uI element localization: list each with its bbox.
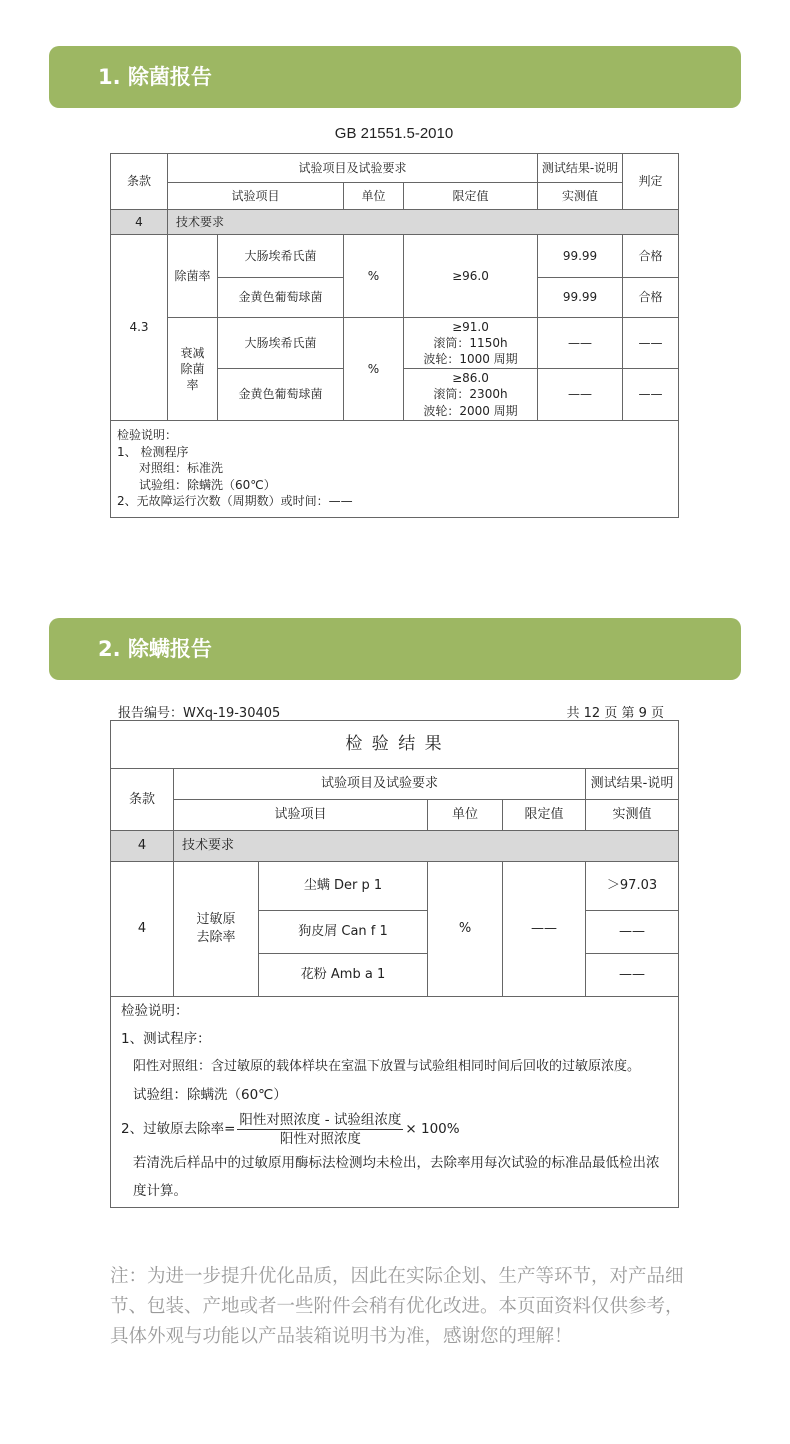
formula-denominator: 阳性对照浓度: [279, 1130, 361, 1147]
note-line: 2、无故障运行次数（周期数）或时间：——: [117, 494, 353, 508]
formula-label: 2、过敏原去除率=: [121, 1121, 236, 1137]
measured-cell: 99.99: [538, 278, 623, 318]
formula-multiplier: × 100%: [405, 1121, 460, 1137]
header-clause: 条款: [111, 769, 174, 831]
limit-cell: [404, 318, 538, 369]
category-cell: 过敏原去除率: [174, 862, 259, 997]
item-cell: 尘螨 Der p 1: [259, 862, 428, 911]
header-item: 试验项目: [174, 800, 428, 831]
verdict-cell: 合格: [623, 235, 679, 278]
note-line: 试验组：除螨洗（60℃）: [139, 477, 276, 492]
clause-cell: 4.3: [111, 235, 168, 421]
page-info: 共 12 页 第 9 页: [566, 706, 664, 721]
header-result-group: 测试结果-说明: [586, 769, 679, 800]
formula-line: [121, 1109, 668, 1149]
note-remark: 若清洗后样品中的过敏原用酶标法检测均未检出，去除率用每次试验的标准品最低检出浓度计算。: [133, 1155, 660, 1199]
inspection-notes: [111, 421, 679, 518]
header-limit: 限定值: [503, 800, 586, 831]
header-verdict: 判定: [623, 154, 679, 210]
formula-numerator: 阳性对照浓度 - 试验组浓度: [239, 1111, 402, 1128]
header-group: 试验项目及试验要求: [168, 154, 538, 183]
verdict-cell: ——: [623, 318, 679, 369]
standard-caption: GB 21551.5-2010: [334, 125, 454, 142]
note-line: 1、测试程序：: [121, 1031, 211, 1047]
table-title: 检 验 结 果: [111, 721, 679, 769]
item-cell: 金黄色葡萄球菌: [218, 369, 344, 421]
unit-cell: %: [428, 862, 503, 997]
section-banner-mite-removal: 2. 除螨报告: [49, 618, 741, 680]
sterilization-report-table: [110, 153, 679, 518]
formula-fraction: [237, 1111, 403, 1148]
measured-cell: ——: [586, 911, 679, 954]
limit-cell: ——: [503, 862, 586, 997]
limit-line: ≥91.0: [452, 319, 489, 334]
unit-cell: %: [344, 235, 404, 318]
unit-cell: %: [344, 318, 404, 421]
item-cell: 大肠埃希氏菌: [218, 235, 344, 278]
limit-line: ≥86.0: [452, 371, 489, 386]
limit-line: 滚筒：1150h: [433, 335, 508, 350]
header-item: 试验项目: [168, 183, 344, 210]
header-measured: 实测值: [538, 183, 623, 210]
footer-disclaimer: 注：为进一步提升优化品质，因此在实际企划、生产等环节，对产品细节、包装、产地或者一些附件会稍有优化改进。本页面资料仅供参考，具体外观与功能以产品装箱说明书为准，感谢您的理解！: [110, 1266, 684, 1347]
measured-cell: ＞97.03: [586, 862, 679, 911]
measured-cell: 99.99: [538, 235, 623, 278]
report-number: 报告编号：WXq-19-30405: [118, 706, 281, 721]
inspection-notes: [111, 997, 679, 1208]
item-cell: 花粉 Amb a 1: [259, 954, 428, 997]
header-unit: 单位: [428, 800, 503, 831]
tech-clause: 4: [111, 210, 168, 235]
note-line: 对照组：标准洗: [139, 461, 224, 475]
mite-report-table: [110, 720, 679, 1208]
header-unit: 单位: [344, 183, 404, 210]
section-banner-sterilization: 1. 除菌报告: [49, 46, 741, 108]
verdict-cell: ——: [623, 369, 679, 421]
header-result-group: 测试结果-说明: [538, 154, 623, 183]
limit-line: 波轮：1000 周期: [423, 352, 518, 367]
limit-line: 滚筒：2300h: [433, 387, 508, 402]
clause-cell: 4: [111, 862, 174, 997]
header-group: 试验项目及试验要求: [174, 769, 586, 800]
tech-label: 技术要求: [174, 831, 679, 862]
item-cell: 狗皮屑 Can f 1: [259, 911, 428, 954]
category-cell: 除菌率: [168, 235, 218, 318]
tech-label: 技术要求: [168, 210, 679, 235]
note-title: 检验说明：: [121, 1003, 189, 1019]
limit-line: 波轮：2000 周期: [423, 403, 518, 418]
limit-cell: [404, 369, 538, 421]
measured-cell: ——: [538, 369, 623, 421]
item-cell: 大肠埃希氏菌: [218, 318, 344, 369]
note-line: 阳性对照组：含过敏原的载体样块在室温下放置与试验组相同时间后回收的过敏原浓度。: [133, 1059, 641, 1074]
measured-cell: ——: [538, 318, 623, 369]
note-line: 试验组：除螨洗（60℃）: [133, 1087, 287, 1103]
item-cell: 金黄色葡萄球菌: [218, 278, 344, 318]
category-cell: 衰减除菌率: [168, 318, 218, 421]
header-limit: 限定值: [404, 183, 538, 210]
measured-cell: ——: [586, 954, 679, 997]
header-clause: 条款: [111, 154, 168, 210]
verdict-cell: 合格: [623, 278, 679, 318]
note-line: 检验说明：: [117, 428, 178, 442]
limit-cell: ≥96.0: [404, 235, 538, 318]
header-measured: 实测值: [586, 800, 679, 831]
note-line: 1、 检测程序: [117, 444, 189, 459]
tech-clause: 4: [111, 831, 174, 862]
